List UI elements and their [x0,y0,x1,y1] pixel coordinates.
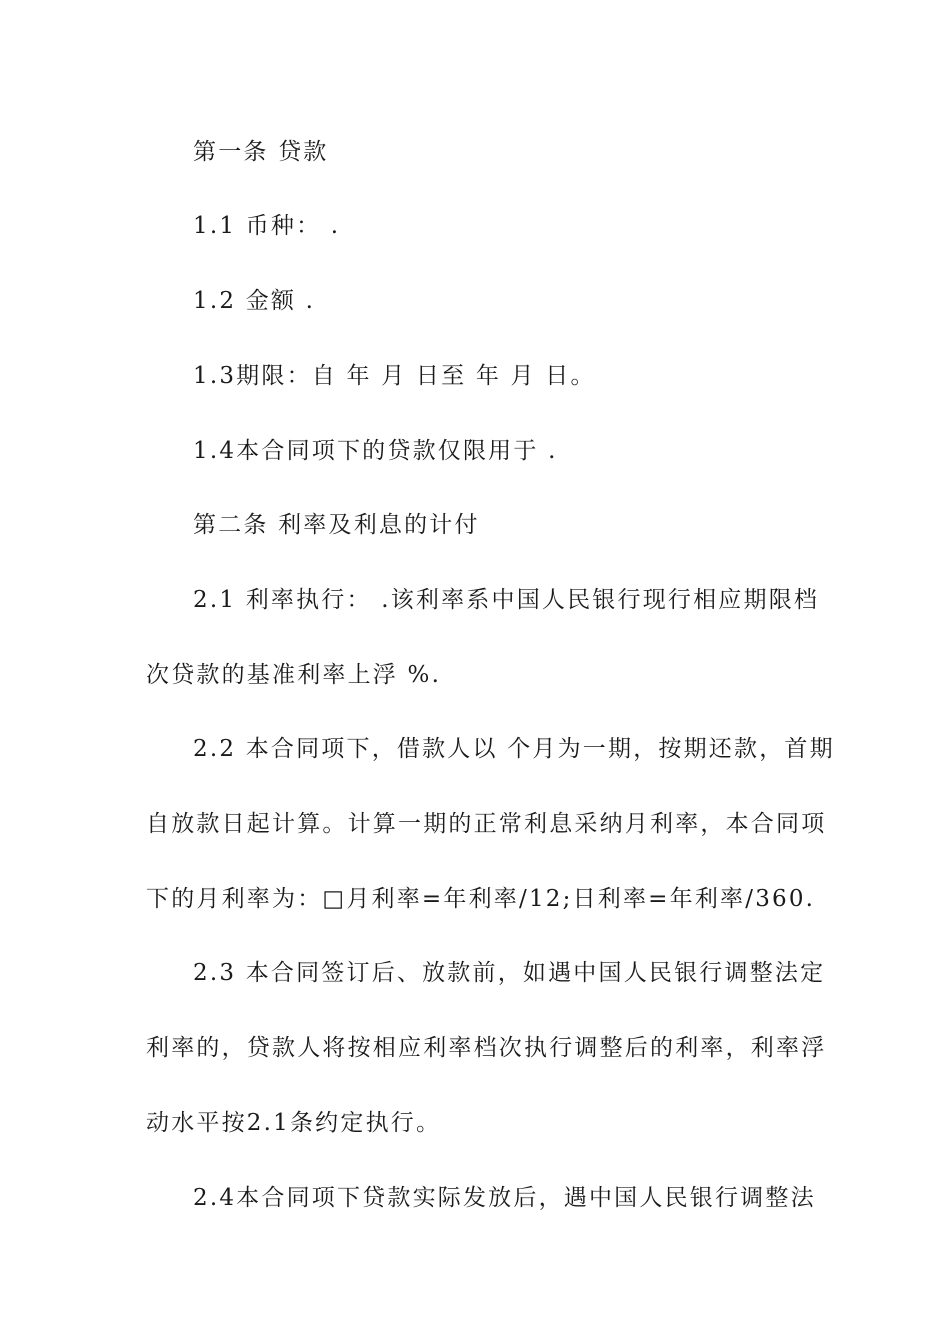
section-heading-loan: 第一条 贷款 [193,139,329,165]
clause-1-1-currency: 1.1 币种： . [193,213,341,239]
clause-2-2-line-3: 下的月利率为：□月利率=年利率/12;日利率=年利率/360. [146,886,816,912]
clause-2-2-line-2: 自放款日起计算。计算一期的正常利息采纳月利率，本合同项 [146,811,827,837]
clause-2-3-line-3: 动水平按2.1条约定执行。 [146,1110,442,1136]
section-heading-interest: 第二条 利率及利息的计付 [193,512,480,538]
clause-1-4-purpose: 1.4本合同项下的贷款仅限用于 . [193,438,558,464]
clause-2-3-line-1: 2.3 本合同签订后、放款前，如遇中国人民银行调整法定 [193,960,826,986]
clause-2-4-line-1: 2.4本合同项下贷款实际发放后，遇中国人民银行调整法 [193,1185,816,1211]
clause-2-3-line-2: 利率的，贷款人将按相应利率档次执行调整后的利率，利率浮 [146,1035,827,1061]
clause-1-2-amount: 1.2 金额 . [193,288,316,314]
clause-2-2-line-1: 2.2 本合同项下，借款人以 个月为一期，按期还款，首期 [193,736,835,762]
clause-1-3-term: 1.3期限：自 年 月 日至 年 月 日。 [193,363,596,389]
clause-2-1-line-1: 2.1 利率执行： .该利率系中国人民银行现行相应期限档 [193,587,820,613]
clause-2-1-line-2: 次贷款的基准利率上浮 %. [146,662,442,688]
